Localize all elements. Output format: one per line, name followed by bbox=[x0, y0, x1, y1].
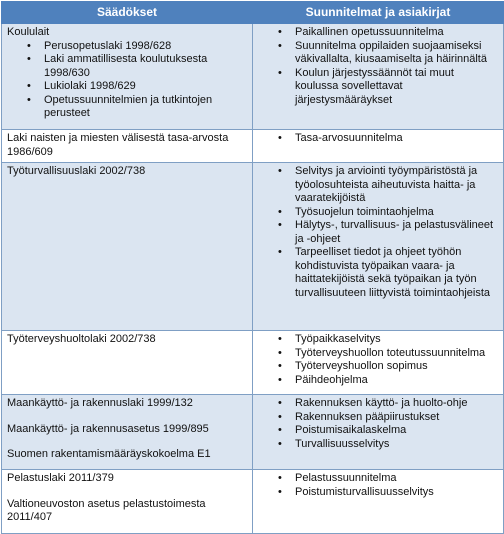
table-row bbox=[2, 395, 504, 470]
regulations-table bbox=[1, 1, 504, 534]
regulation-text: Suomen rakentamismääräyskokoelma E1 bbox=[7, 448, 211, 460]
list-item: • Opetussuunnitelmien ja tutkintojen perusteet bbox=[27, 94, 247, 121]
header-plans-documents: Suunnitelmat ja asiakirjat bbox=[253, 2, 504, 24]
regulation-text: Maankäyttö- ja rakennusasetus 1999/895 bbox=[7, 422, 209, 435]
list-item: • Pelastussuunnitelma bbox=[278, 472, 498, 486]
table-row bbox=[2, 130, 504, 163]
regulation-text: Maankäyttö- ja rakennuslaki 1999/132 bbox=[7, 397, 193, 409]
list-item: • Lukiolaki 1998/629 bbox=[27, 80, 247, 94]
list-item: • Tasa-arvosuunnitelma bbox=[278, 132, 498, 146]
documents-list bbox=[258, 26, 498, 107]
list-item: • Koulun järjestyssäännöt tai muut koulussa sovellettavat järjestysmääräykset bbox=[278, 67, 498, 108]
list-item: • Rakennuksen käyttö- ja huolto-ohje bbox=[278, 397, 498, 411]
regulation-title: Koululait bbox=[7, 26, 50, 38]
list-item: • Paikallinen opetussuunnitelma bbox=[278, 26, 498, 40]
regulation-cell bbox=[2, 163, 253, 331]
regulation-cell bbox=[2, 470, 253, 534]
regulation-cell bbox=[2, 331, 253, 395]
regulation-text: Laki naisten ja miesten välisestä tasa-arvosta 1986/609 bbox=[7, 132, 229, 158]
documents-cell bbox=[253, 470, 504, 534]
list-item: • Poistumisaikalaskelma bbox=[278, 424, 498, 438]
documents-list bbox=[258, 472, 498, 499]
list-item: • Poistumisturvallisuusselvitys bbox=[278, 486, 498, 500]
list-item: • Perusopetuslaki 1998/628 bbox=[27, 40, 247, 54]
list-item: • Laki ammatillisesta koulutuksesta 1998/630 bbox=[27, 53, 247, 80]
regulation-text: Valtioneuvoston asetus pelastustoimesta 2011/407 bbox=[7, 497, 206, 523]
list-item: • Työsuojelun toimintaohjelma bbox=[278, 206, 498, 220]
table-row bbox=[2, 470, 504, 534]
list-item: • Työterveyshuollon toteutussuunnitelma bbox=[278, 347, 498, 361]
table-row bbox=[2, 24, 504, 130]
list-item: • Selvitys ja arviointi työympäristöstä ja työolosuhteista aiheutuvista haitta- ja vaaratekijöistä bbox=[278, 165, 498, 206]
regulation-text: Pelastuslaki 2011/379 bbox=[7, 472, 114, 484]
documents-list bbox=[258, 397, 498, 451]
list-item: • Työpaikkaselvitys bbox=[278, 333, 498, 347]
header-regulations: Säädökset bbox=[2, 2, 253, 24]
list-item: • Työterveyshuollon sopimus bbox=[278, 360, 498, 374]
documents-cell bbox=[253, 395, 504, 470]
list-item: • Päihdeohjelma bbox=[278, 374, 498, 388]
documents-list bbox=[258, 165, 498, 300]
regulation-text: Työturvallisuuslaki 2002/738 bbox=[7, 165, 146, 177]
table-row bbox=[2, 163, 504, 331]
list-item: • Hälytys-, turvallisuus- ja pelastusvälineet ja -ohjeet bbox=[278, 219, 498, 246]
regulation-cell bbox=[2, 24, 253, 130]
table-row bbox=[2, 331, 504, 395]
documents-cell bbox=[253, 331, 504, 395]
documents-cell bbox=[253, 163, 504, 331]
documents-cell bbox=[253, 24, 504, 130]
documents-list bbox=[258, 333, 498, 387]
list-item: • Turvallisuusselvitys bbox=[278, 438, 498, 452]
regulation-cell bbox=[2, 130, 253, 163]
list-item: • Rakennuksen pääpiirustukset bbox=[278, 411, 498, 425]
list-item: • Tarpeelliset tiedot ja ohjeet työhön kohdistuvista työpaikan vaara- ja haittatekijöistä sekä työpaikan ja työn turvallisuuteen liittyvistä toimintaohjeista bbox=[278, 246, 498, 300]
regulation-cell bbox=[2, 395, 253, 470]
documents-cell bbox=[253, 130, 504, 163]
regulation-text: Työterveyshuoltolaki 2002/738 bbox=[7, 333, 156, 345]
list-item: • Suunnitelma oppilaiden suojaamiseksi väkivallalta, kiusaamiselta ja häirinnältä bbox=[278, 40, 498, 67]
documents-list bbox=[258, 132, 498, 146]
header-row bbox=[2, 2, 504, 24]
regulation-list bbox=[7, 40, 247, 121]
